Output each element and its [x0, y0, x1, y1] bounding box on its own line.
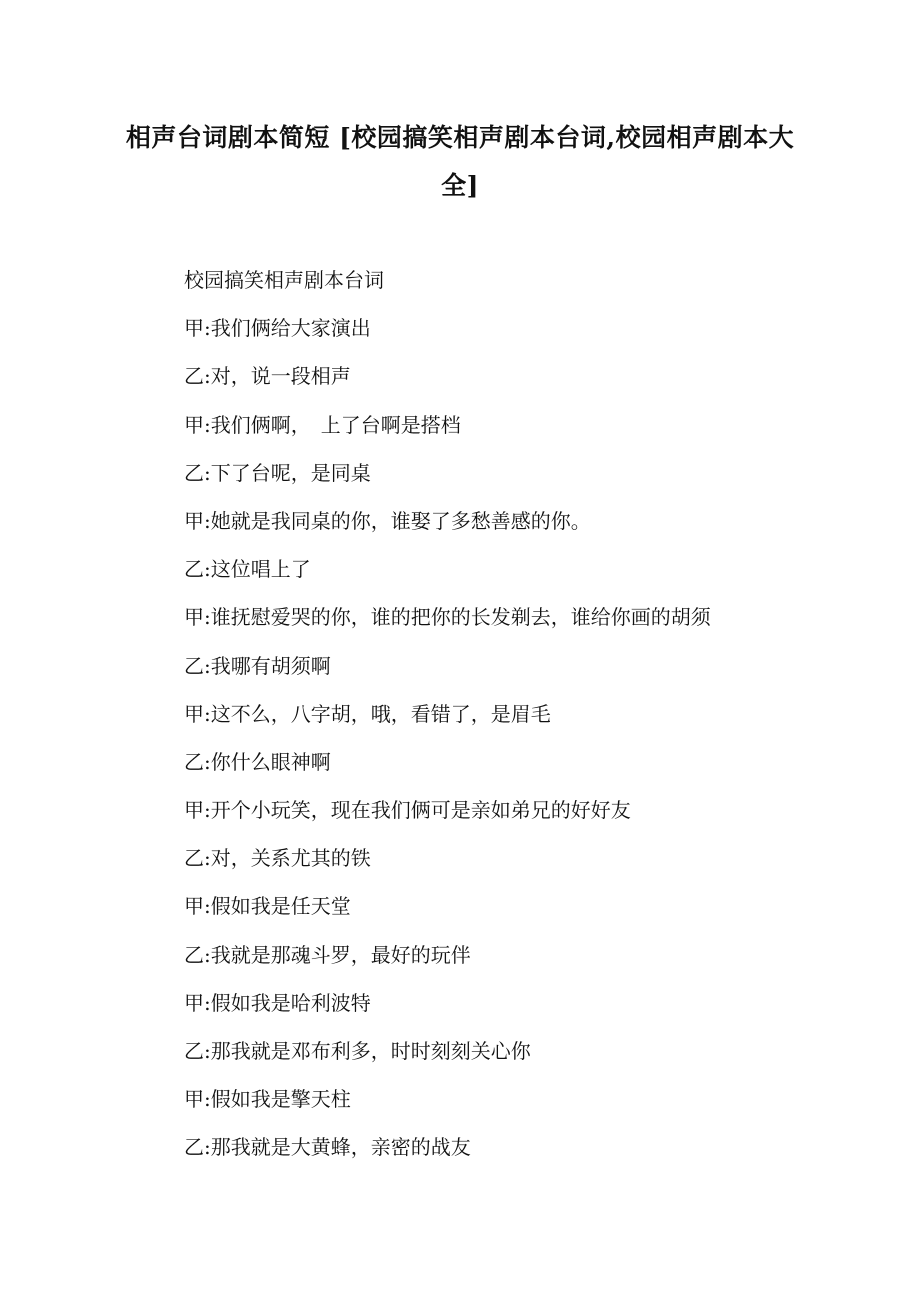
- script-line: 甲:我们俩给大家演出: [184, 316, 371, 341]
- script-line: 乙:那我就是大黄蜂，亲密的战友: [184, 1135, 471, 1160]
- script-body: [184, 264, 824, 1180]
- script-line: 乙:下了台呢，是同桌: [184, 460, 371, 485]
- script-line: 乙:我就是那魂斗罗，最好的玩伴: [184, 942, 471, 967]
- script-line: 甲:假如我是哈利波特: [184, 990, 371, 1015]
- script-line: 乙:那我就是邓布利多，时时刻刻关心你: [184, 1039, 531, 1063]
- script-line: 甲:谁抚慰爱哭的你，谁的把你的长发剃去，谁给你画的胡须: [184, 605, 711, 630]
- script-line: 甲:假如我是任天堂: [184, 894, 351, 919]
- script-line: 甲:假如我是擎天柱: [184, 1087, 351, 1112]
- script-line: 乙:对，关系尤其的铁: [184, 846, 371, 871]
- script-line: 乙:我哪有胡须啊: [184, 653, 331, 678]
- script-line: 甲:我们俩啊， 上了台啊是搭档: [184, 412, 461, 437]
- script-line: 乙:对，说一段相声: [184, 364, 351, 389]
- document-title: 相声台词剧本简短 [校园搞笑相声剧本台词,校园相声剧本大全]: [125, 123, 795, 200]
- script-line: 甲:这不么，八字胡，哦，看错了，是眉毛: [184, 701, 551, 726]
- script-line: 甲:开个小玩笑，现在我们俩可是亲如弟兄的好好友: [184, 798, 631, 823]
- script-line: 甲:她就是我同桌的你，谁娶了多愁善感的你。: [184, 508, 591, 533]
- script-line: 校园搞笑相声剧本台词: [184, 268, 384, 292]
- script-line: 乙:你什么眼神啊: [184, 749, 331, 774]
- script-line: 乙:这位唱上了: [184, 557, 311, 582]
